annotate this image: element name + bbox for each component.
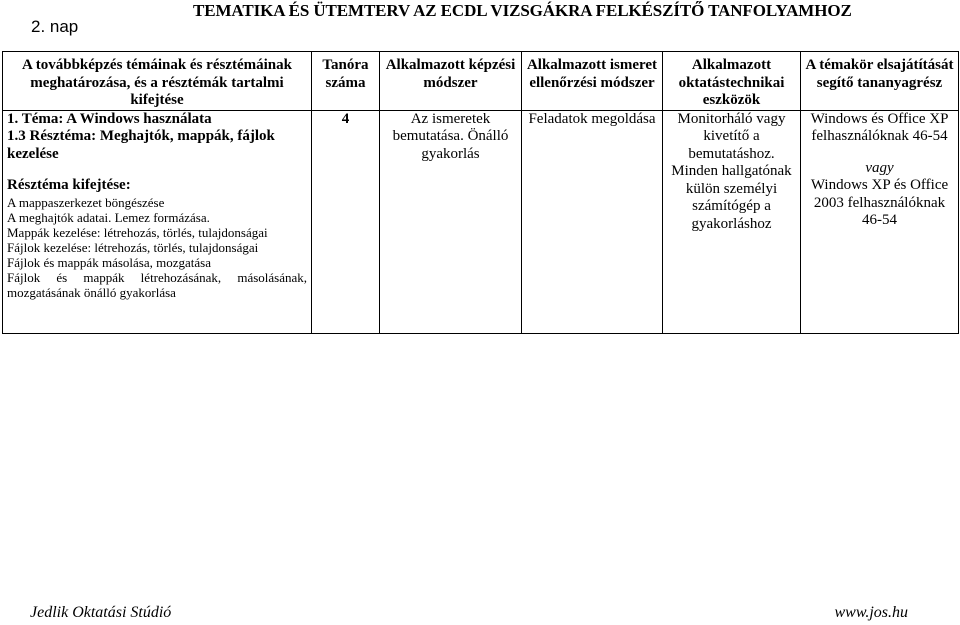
method-cell: Az ismeretek bemutatása. Önálló gyakorlás [380, 110, 522, 333]
details-heading: Résztéma kifejtése: [7, 177, 131, 193]
detail-item: A mappaszerkezet böngészése [7, 194, 165, 210]
topic-title: 1. Téma: A Windows használata [7, 110, 212, 127]
detail-item: Fájlok kezelése: létrehozás, törlés, tulajdonságai [7, 239, 259, 255]
topic-cell [3, 110, 312, 333]
detail-item: A meghajtók adatai. Lemez formázása. [7, 209, 210, 225]
page-title: TEMATIKA ÉS ÜTEMTERV AZ ECDL VIZSGÁKRA FELKÉSZÍTŐ TANFOLYAMHOZ [193, 1, 852, 20]
footer-organization: Jedlik Oktatási Stúdió [30, 604, 172, 621]
header-topics: A továbbképzés témáinak és résztémáinak meghatározása, és a résztémák tartalmi kifejtése [3, 52, 312, 111]
detail-item: Fájlok és mappák másolása, mozgatása [7, 254, 211, 270]
subtopic-title: 1.3 Résztéma: Meghajtók, mappák, fájlok kezelése [7, 128, 275, 162]
material-2: Windows XP és Office 2003 felhasználóknak 46-54 [810, 177, 949, 228]
curriculum-table [2, 51, 959, 334]
footer-website: www.jos.hu [834, 604, 908, 621]
header-hours: Tanóra száma [312, 52, 380, 111]
hours-cell: 4 [312, 110, 380, 333]
day-label: 2. nap [31, 17, 79, 36]
tools-cell: Monitorháló vagy kivetítő a bemutatáshoz. Minden hallgatónak külön személyi számítógép a gyakorláshoz [663, 110, 801, 333]
material-1: Windows és Office XP felhasználóknak 46-54 [810, 110, 949, 144]
material-cell [801, 110, 959, 333]
assessment-cell: Feladatok megoldása [522, 110, 663, 333]
page-header [0, 0, 960, 50]
header-tools: Alkalmazott oktatástechnikai eszközök [663, 52, 801, 111]
header-material: A témakör elsajátítását segítő tananyagrész [801, 52, 959, 111]
table-row [3, 110, 959, 333]
table-header-row [3, 52, 959, 111]
header-method: Alkalmazott képzési módszer [380, 52, 522, 111]
detail-item: Fájlok és mappák létrehozásának, másolásának, mozgatásának önálló gyakorlása [7, 269, 307, 300]
material-or: vagy [865, 159, 894, 176]
header-assessment: Alkalmazott ismeret ellenőrzési módszer [522, 52, 663, 111]
detail-item: Mappák kezelése: létrehozás, törlés, tulajdonságai [7, 224, 268, 240]
